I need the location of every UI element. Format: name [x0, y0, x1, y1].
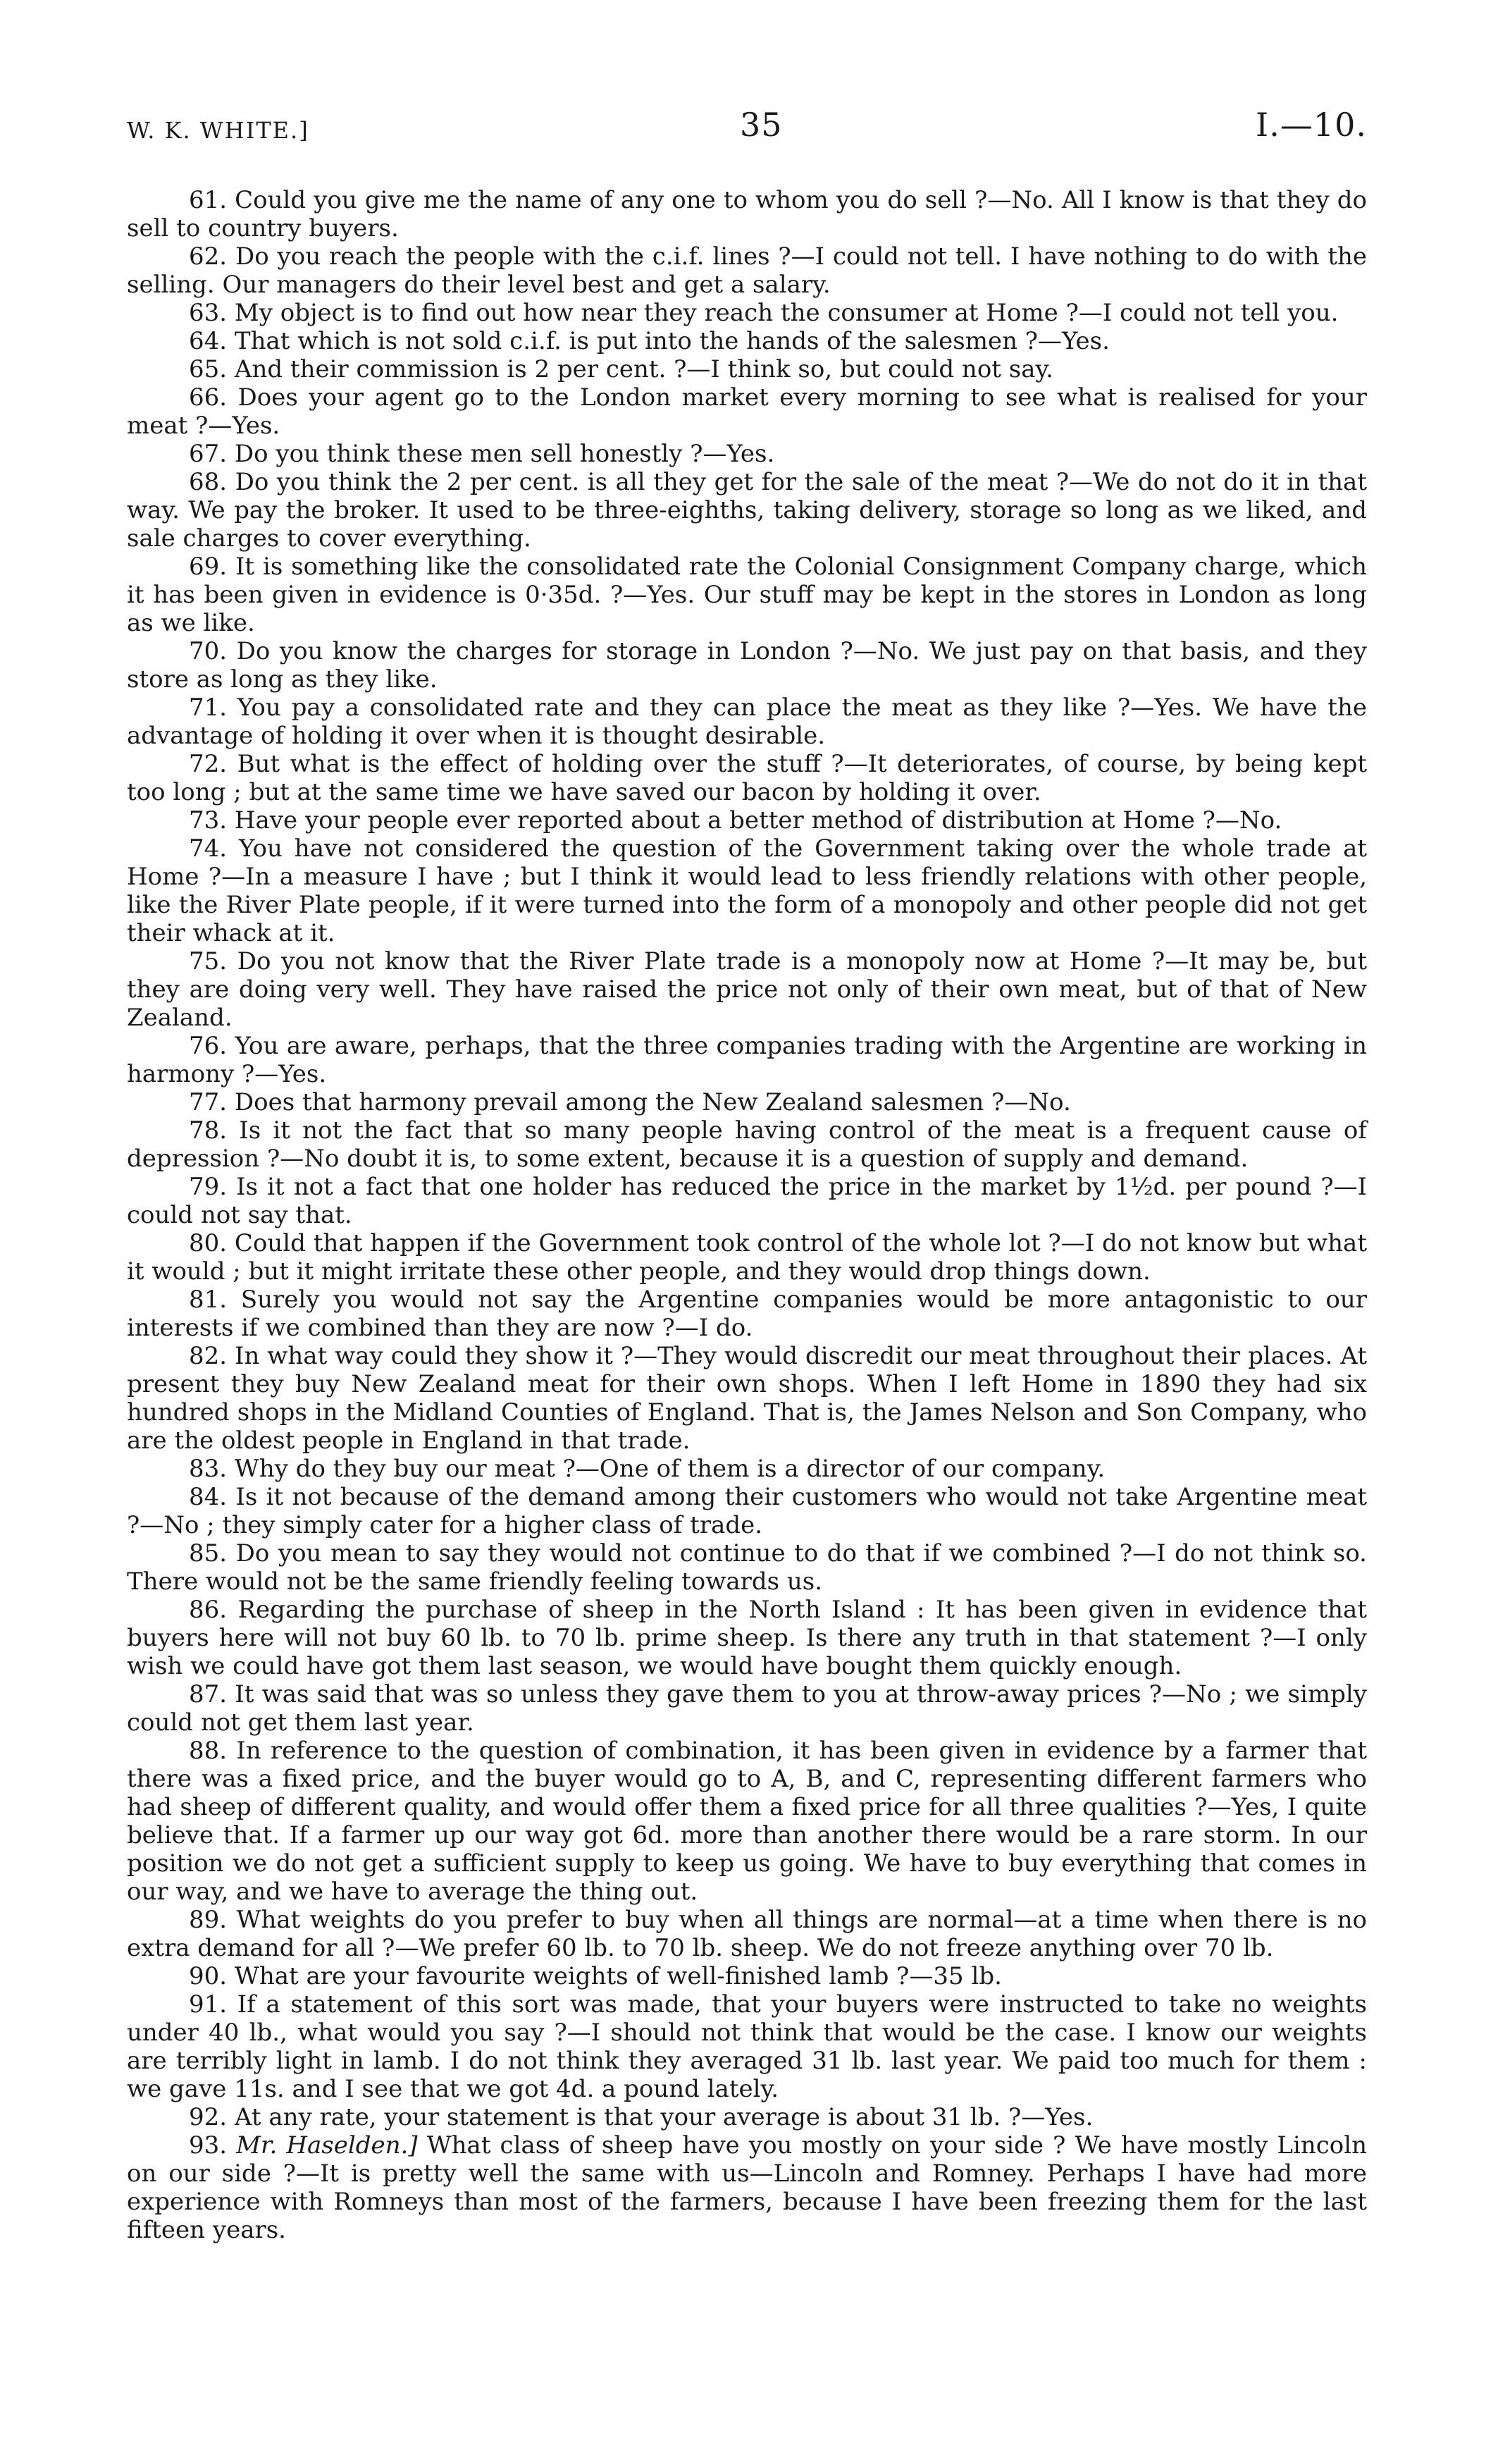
evidence-paragraph [127, 1596, 1367, 1680]
evidence-paragraph [127, 2131, 1367, 2244]
question-number: 85. [189, 1539, 228, 1567]
question-number: 75. [189, 947, 228, 975]
evidence-paragraph [127, 383, 1367, 440]
evidence-paragraph [127, 1737, 1367, 1906]
evidence-paragraph [127, 327, 1367, 355]
question-number: 73. [189, 806, 228, 834]
question-number: 69. [189, 553, 228, 581]
question-number: 93. [189, 2131, 228, 2160]
question-answer-text: Is it not a fact that one holder has reduced the price in the market by 1½d. per pound ?—I could not say that. [127, 1173, 1367, 1229]
question-number: 65. [189, 355, 228, 383]
question-number: 74. [189, 834, 228, 863]
question-number: 67. [189, 440, 228, 468]
question-number: 80. [189, 1229, 228, 1257]
question-answer-text: Is it not the fact that so many people having control of the meat is a frequent cause of depression ?—No doubt it is, to some extent, because it is a question of supply and demand. [127, 1116, 1367, 1173]
evidence-paragraph [127, 637, 1367, 694]
question-answer-text: Do you not know that the River Plate trade is a monopoly now at Home ?—It may be, but they are doing very well. They have raised the price not only of their own meat, but of that of New Zealand. [127, 947, 1368, 1032]
question-number: 76. [189, 1032, 228, 1060]
evidence-paragraph [127, 1286, 1367, 1342]
question-number: 71. [189, 694, 228, 722]
evidence-paragraph [127, 806, 1367, 834]
evidence-paragraph [127, 440, 1367, 468]
question-answer-text: That which is not sold c.i.f. is put into the hands of the salesmen ?—Yes. [234, 327, 1110, 355]
evidence-paragraph [127, 2103, 1367, 2131]
evidence-paragraph [127, 299, 1367, 327]
question-number: 66. [189, 383, 228, 412]
question-number: 87. [189, 1680, 228, 1708]
evidence-paragraph [127, 947, 1367, 1032]
question-number: 62. [189, 242, 228, 271]
question-number: 79. [189, 1173, 228, 1201]
question-number: 68. [189, 468, 228, 496]
evidence-paragraph [127, 1539, 1367, 1596]
question-answer-text: But what is the effect of holding over the stuff ?—It deteriorates, of course, by being kept too long ; but at the same time we have saved our bacon by holding it over. [127, 750, 1368, 806]
question-number: 72. [189, 750, 228, 778]
evidence-paragraph [127, 553, 1367, 637]
page [127, 106, 1367, 2244]
question-number: 63. [189, 299, 228, 327]
evidence-paragraph [127, 750, 1367, 806]
question-number: 92. [189, 2103, 228, 2131]
question-answer-text: It is something like the consolidated rate the Colonial Consignment Company charge, which it has been given in evidence is 0·35d. ?—Yes. Our stuff may be kept in the stores in London as long as we like. [127, 553, 1368, 637]
question-number: 78. [189, 1116, 228, 1145]
running-header [127, 106, 1367, 155]
question-answer-text: Regarding the purchase of sheep in the North Island : It has been given in evidence that buyers here will not buy 60 lb. to 70 lb. prime sheep. Is there any truth in that statement ?—I only wish we could have got them last season, we would have bought them quickly enough. [127, 1596, 1367, 1680]
question-answer-text: Could that happen if the Government took control of the whole lot ?—I do not know but what it would ; but it might irritate these other people, and they would drop things down. [127, 1229, 1367, 1286]
paper-reference: I.—10. [1256, 106, 1367, 144]
question-answer-text: Do you think the 2 per cent. is all they get for the sale of the meat ?—We do not do it in that way. We pay the broker. It used to be three-eighths, taking delivery, storage so long as we liked, and sale charges to cover everything. [127, 468, 1367, 553]
evidence-paragraph [127, 1680, 1367, 1737]
question-answer-text: What weights do you prefer to buy when all things are normal—at a time when there is no extra demand for all ?—We prefer 60 lb. to 70 lb. sheep. We do not freeze anything over 70 lb. [127, 1906, 1367, 1962]
question-number: 83. [189, 1455, 228, 1483]
evidence-paragraph [127, 1229, 1367, 1286]
question-number: 88. [189, 1737, 228, 1765]
evidence-paragraph [127, 1483, 1367, 1539]
speaker-name: Mr. Haselden.] [236, 2131, 418, 2160]
question-answer-text: And their commission is 2 per cent. ?—I think so, but could not say. [234, 355, 1053, 383]
evidence-paragraph [127, 834, 1367, 947]
question-answer-text: Do you know the charges for storage in London ?—No. We just pay on that basis, and they store as long as they like. [127, 637, 1368, 694]
witness-name: W. K. WHITE.] [127, 117, 309, 144]
question-answer-text: Surely you would not say the Argentine companies would be more antagonistic to our interests if we combined than they are now ?—I do. [127, 1286, 1367, 1342]
question-answer-text: You have not considered the question of the Government taking over the whole trade at Home ?—In a measure I have ; but I think it would lead to less friendly relations with other people, like the River Plate people, if it were turned into the form of a monopoly and other people did not get their whack at it. [127, 834, 1368, 947]
question-answer-text: In what way could they show it ?—They would discredit our meat throughout their places. At present they buy New Zealand meat for their own shops. When I left Home in 1890 they had six hundred shops in the Midland Counties of England. That is, the James Nelson and Son Company, who are the oldest people in England in that trade. [127, 1342, 1367, 1455]
question-answer-text: Do you think these men sell honestly ?—Yes. [234, 440, 775, 468]
question-answer-text: Is it not because of the demand among their customers who would not take Argentine meat ?—No ; they simply cater for a higher class of trade. [127, 1483, 1368, 1539]
question-answer-text: My object is to find out how near they reach the consumer at Home ?—I could not tell you. [234, 299, 1339, 327]
evidence-paragraph [127, 355, 1367, 383]
evidence-paragraph [127, 1088, 1367, 1116]
question-answer-text: What class of sheep have you mostly on your side ? We have mostly Lincoln on our side ?—It is pretty well the same with us—Lincoln and Romney. Perhaps I have had more experience with Romneys than most of the farmers, because I have been freezing them for the last fifteen years. [127, 2131, 1368, 2244]
question-number: 84. [189, 1483, 228, 1511]
question-answer-text: Have your people ever reported about a better method of distribution at Home ?—No. [234, 806, 1282, 834]
evidence-paragraph [127, 1962, 1367, 1990]
question-number: 89. [189, 1906, 228, 1934]
question-answer-text: Could you give me the name of any one to whom you do sell ?—No. All I know is that they do sell to country buyers. [127, 186, 1368, 242]
question-answer-text: Why do they buy our meat ?—One of them is a director of our company. [234, 1455, 1106, 1483]
question-answer-text: At any rate, your statement is that your average is about 31 lb. ?—Yes. [234, 2103, 1094, 2131]
evidence-paragraph [127, 1990, 1367, 2103]
minutes-of-evidence [127, 186, 1367, 2244]
question-answer-text: Do you mean to say they would not continue to do that if we combined ?—I do not think so. There would not be the same friendly feeling towards us. [127, 1539, 1367, 1596]
question-answer-text: Does that harmony prevail among the New Zealand salesmen ?—No. [234, 1088, 1071, 1116]
evidence-paragraph [127, 694, 1367, 750]
page-number: 35 [740, 106, 783, 144]
question-answer-text: It was said that was so unless they gave them to you at throw-away prices ?—No ; we simply could not get them last year. [127, 1680, 1367, 1737]
question-answer-text: What are your favourite weights of well-finished lamb ?—35 lb. [234, 1962, 1002, 1990]
question-number: 81. [189, 1286, 228, 1314]
question-number: 86. [189, 1596, 228, 1624]
evidence-paragraph [127, 186, 1367, 242]
question-answer-text: In reference to the question of combination, it has been given in evidence by a farmer that there was a fixed price, and the buyer would go to A, B, and C, representing different farmers who had sheep of different quality, and would offer them a fixed price for all three qualities ?—Yes, I quite believe that. If a farmer up our way got 6d. more than another there would be a rare storm. In our position we do not get a sufficient supply to keep us going. We have to buy everything that comes in our way, and we have to average the thing out. [127, 1737, 1368, 1906]
question-number: 70. [189, 637, 228, 665]
evidence-paragraph [127, 242, 1367, 299]
question-number: 61. [189, 186, 228, 214]
question-number: 77. [189, 1088, 228, 1116]
question-answer-text: Does your agent go to the London market every morning to see what is realised for your meat ?—Yes. [127, 383, 1367, 440]
evidence-paragraph [127, 1116, 1367, 1173]
question-answer-text: You pay a consolidated rate and they can place the meat as they like ?—Yes. We have the advantage of holding it over when it is thought desirable. [127, 694, 1367, 750]
question-number: 90. [189, 1962, 228, 1990]
evidence-paragraph [127, 468, 1367, 553]
evidence-paragraph [127, 1455, 1367, 1483]
question-answer-text: You are aware, perhaps, that the three companies trading with the Argentine are working in harmony ?—Yes. [127, 1032, 1367, 1088]
evidence-paragraph [127, 1173, 1367, 1229]
question-number: 91. [189, 1990, 228, 2019]
question-answer-text: If a statement of this sort was made, that your buyers were instructed to take no weights under 40 lb., what would you say ?—I should not think that would be the case. I know our weights are terribly light in lamb. I do not think they averaged 31 lb. last year. We paid too much for them : we gave 11s. and I see that we got 4d. a pound lately. [127, 1990, 1368, 2103]
evidence-paragraph [127, 1032, 1367, 1088]
question-answer-text: Do you reach the people with the c.i.f. lines ?—I could not tell. I have nothing to do with the selling. Our managers do their level best and get a salary. [127, 242, 1367, 299]
evidence-paragraph [127, 1906, 1367, 1962]
question-number: 64. [189, 327, 228, 355]
question-number: 82. [189, 1342, 228, 1370]
evidence-paragraph [127, 1342, 1367, 1455]
